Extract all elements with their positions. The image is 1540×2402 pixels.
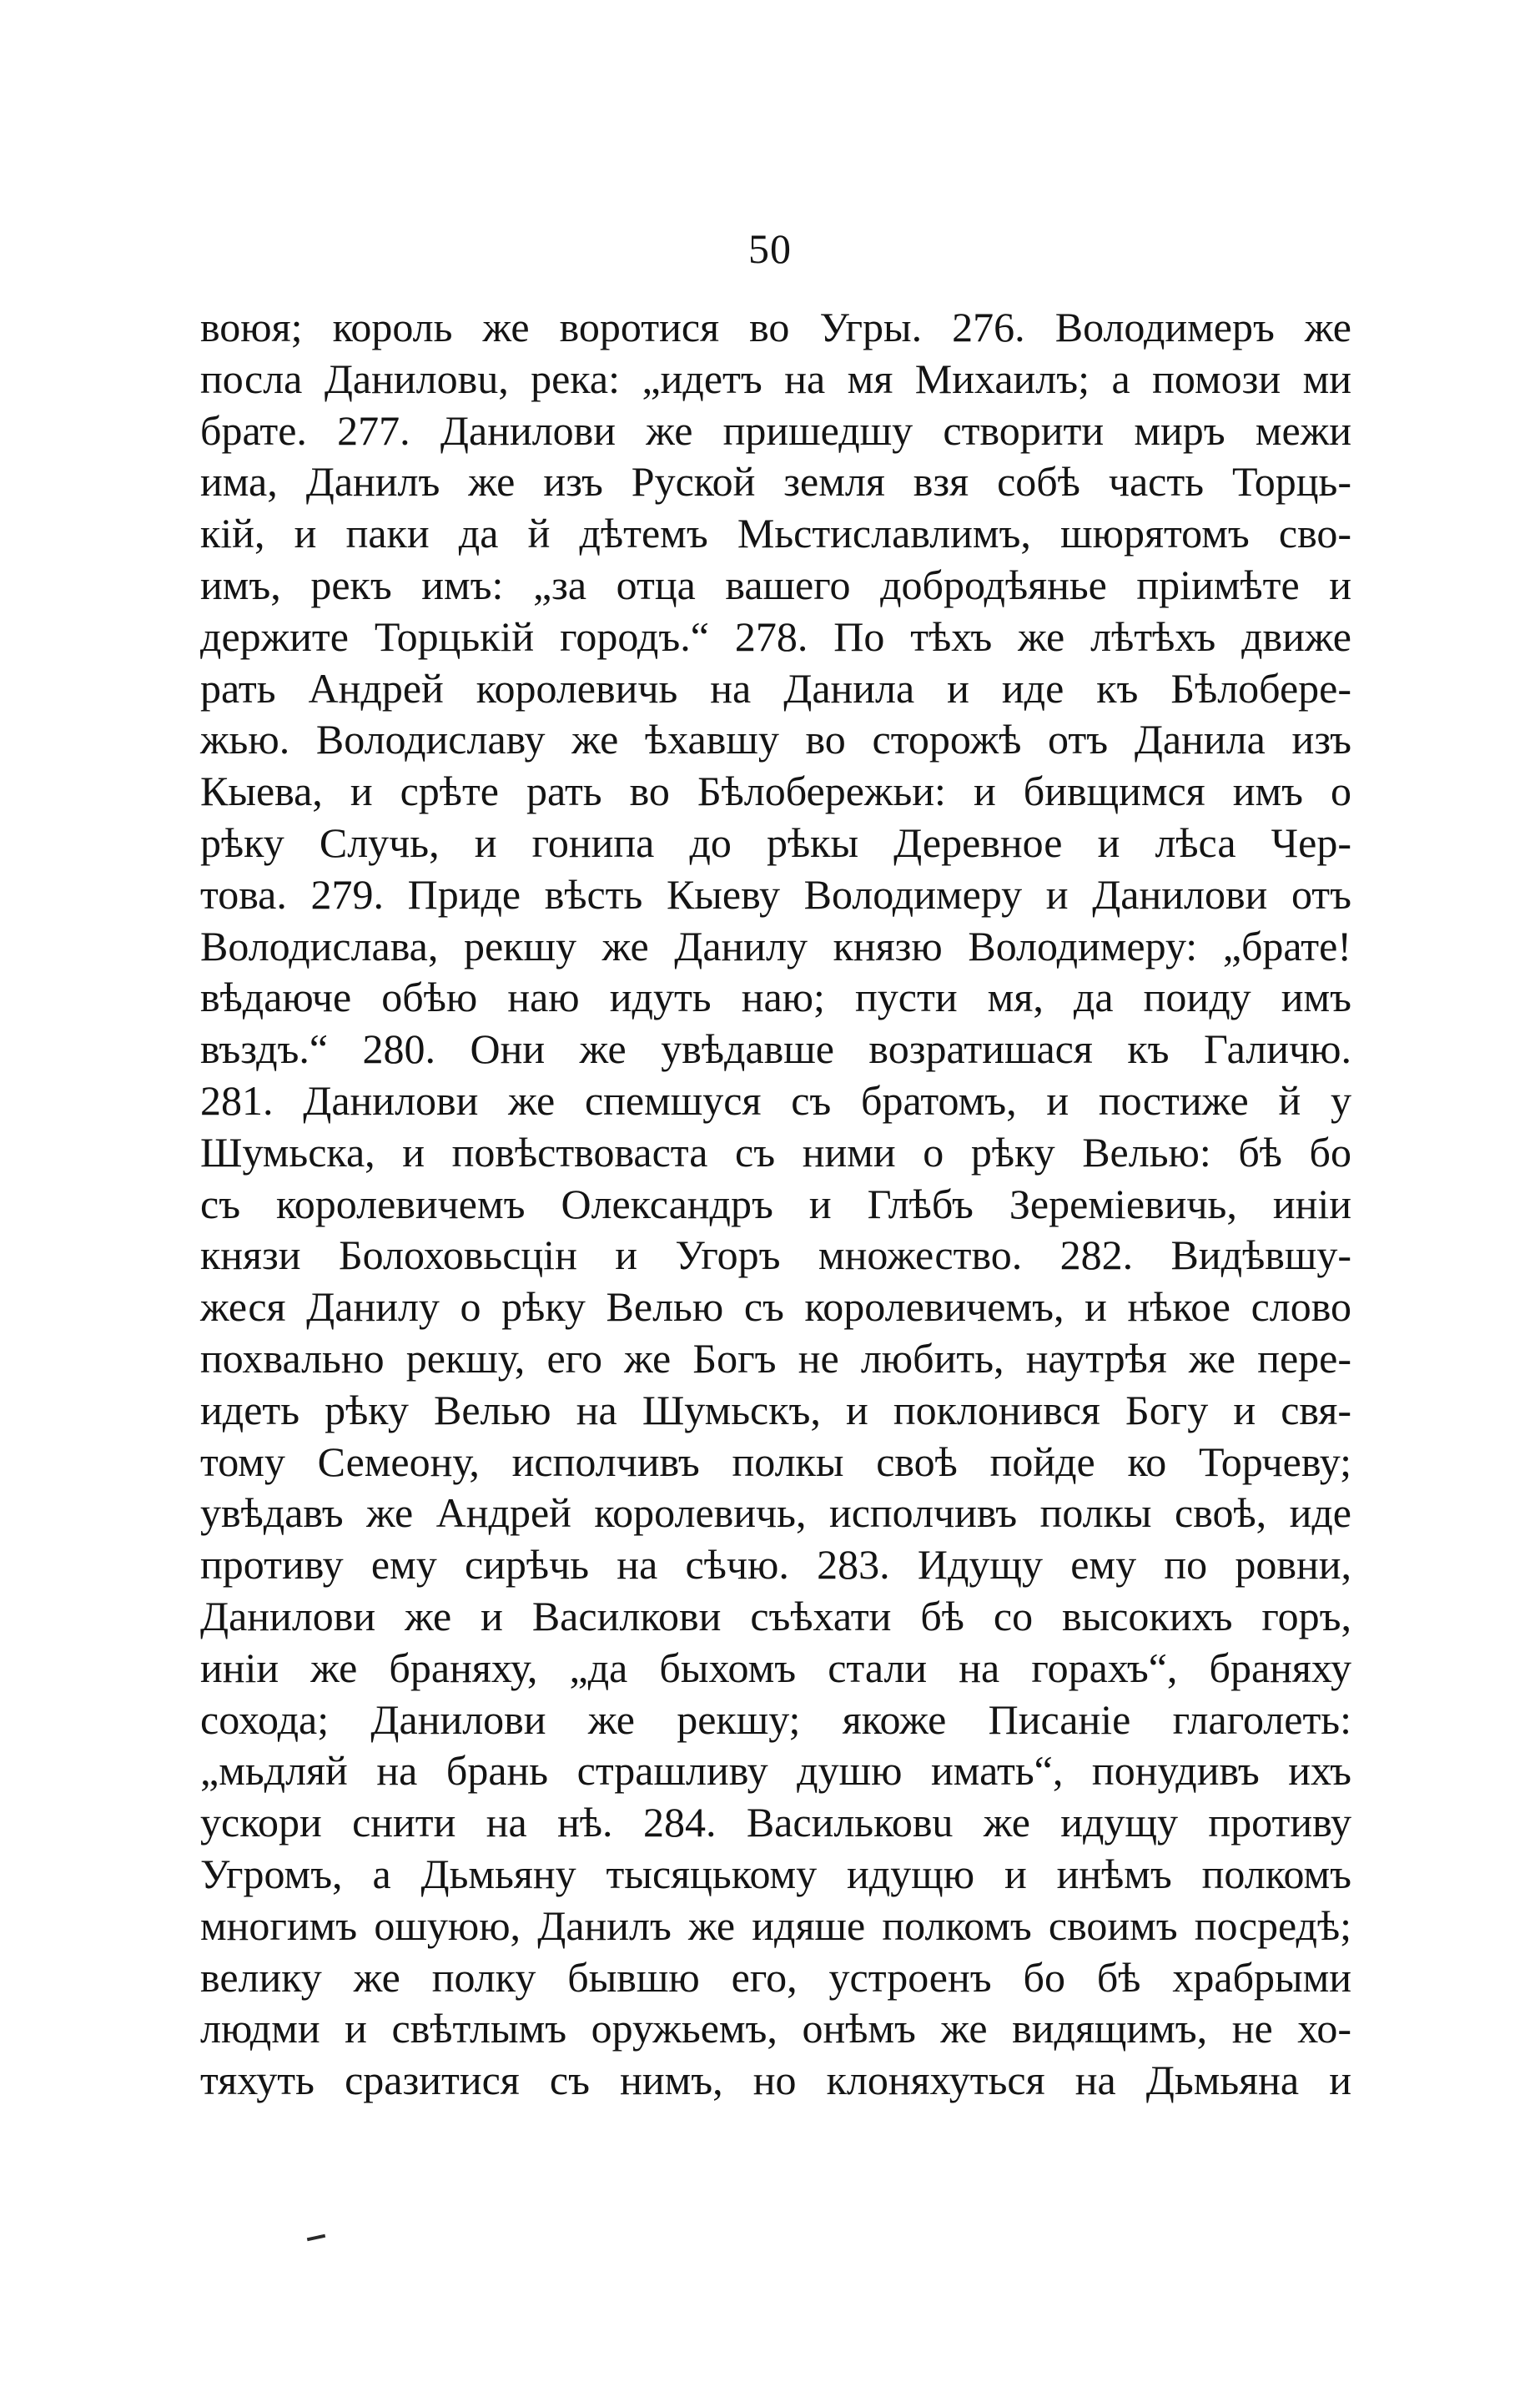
- text-line: „мьдляй на брань страшливу душю имать“, понудивъ ихъ: [200, 1747, 1351, 1795]
- text-line: рать Андрей королевичь на Данила и иде къ Бѣлобере-: [200, 664, 1351, 712]
- text-line: князи Болоховьсцін и Угоръ множество. 282. Видѣвшу-: [200, 1231, 1351, 1279]
- text-line: тому Семеону, исполчивъ полкы своѣ пойде ко Торчеву;: [200, 1438, 1351, 1485]
- text-line: многимъ ошуюю, Данилъ же идяше полкомъ своимъ посредѣ;: [200, 1901, 1351, 1949]
- text-line: идеть рѣку Велью на Шумьскъ, и поклонився Богу и свя-: [200, 1386, 1351, 1433]
- text-line: рѣку Случь, и гонипа до рѣкы Деревное и лѣса Чер-: [200, 818, 1351, 866]
- text-line: има, Данилъ же изъ Руской земля взя собѣ часть Торць-: [200, 458, 1351, 506]
- text-line: ускори снити на нѣ. 284. Васильковu же идущу противу: [200, 1799, 1351, 1846]
- text-line: сохода; Данилови же рекшу; якоже Писаніе глаголеть:: [200, 1695, 1351, 1743]
- text-line: тяхуть сразитися съ нимъ, но клоняхуться на Дьмьяна и: [200, 2057, 1351, 2104]
- text-line: жью. Володиславу же ѣхавшу во сторожѣ отъ Данила изъ: [200, 716, 1351, 763]
- text-line: вѣдаюче обѣю наю идуть наю; пусти мя, да поиду имъ: [200, 974, 1351, 1021]
- text-line: иніи же браняху, „да быхомъ стали на горахъ“, браняху: [200, 1644, 1351, 1691]
- text-line: 281. Данилови же спемшуся съ братомъ, и постиже й у: [200, 1076, 1351, 1124]
- text-line: держите Торцькій городъ.“ 278. По тѣхъ же лѣтѣхъ движе: [200, 612, 1351, 660]
- text-line: въздъ.“ 280. Они же увѣдавше возратишася къ Галичю.: [200, 1025, 1351, 1073]
- text-line: Кыева, и срѣте рать во Бѣлобережьи: и бивщимся имъ о: [200, 768, 1351, 815]
- text-line: Угромъ, а Дьмьяну тысяцькому идущю и инѣмъ полкомъ: [200, 1850, 1351, 1897]
- text-line: воюя; король же воротися во Угры. 276. Володимеръ же: [200, 304, 1351, 350]
- text-line: жеся Данилу о рѣку Велью съ королевичемъ, и нѣкое слово: [200, 1283, 1351, 1331]
- text-line: Данилови же и Василкови съѣхати бѣ со высокихъ горъ,: [200, 1592, 1351, 1639]
- text-line: посла Даниловu, река: „идетъ на мя Михаилъ; а помози ми: [200, 355, 1351, 402]
- body-text: [200, 302, 1351, 2107]
- text-line: съ королевичемъ Олександръ и Глѣбъ Зереміевичь, иніи: [200, 1180, 1351, 1227]
- text-line: противу ему сирѣчь на сѣчю. 283. Идущу ему по ровни,: [200, 1541, 1351, 1589]
- page-number: 50: [748, 225, 792, 272]
- text-line: имъ, рекъ имъ: „за отца вашего добродѣянье пріимѣте и: [200, 561, 1351, 608]
- text-line: Володислава, рекшу же Данилу князю Володимеру: „брате!: [200, 922, 1351, 969]
- text-line: брате. 277. Данилови же пришедшу створити миръ межи: [200, 406, 1351, 454]
- text-line: кій, и паки да й дѣтемъ Мьстиславлимъ, шюрятомъ сво-: [200, 510, 1351, 557]
- text-line: това. 279. Приде вѣсть Кыеву Володимеру и Данилови отъ: [200, 870, 1351, 918]
- text-line: велику же полку бывшю его, устроенъ бо бѣ храбрыми: [200, 1953, 1351, 2001]
- text-line: Шумьска, и повѣствоваста съ ними о рѣку Велью: бѣ бо: [200, 1128, 1351, 1176]
- text-line: людми и свѣтлымъ оружьемъ, онѣмъ же видящимъ, не хо-: [200, 2005, 1351, 2052]
- ink-speck-mark: [307, 2234, 325, 2241]
- text-line: увѣдавъ же Андрей королевичь, исполчивъ полкы своѣ, иде: [200, 1489, 1351, 1537]
- text-line: похвально рекшу, его же Богъ не любить, наутрѣя же пере-: [200, 1334, 1351, 1382]
